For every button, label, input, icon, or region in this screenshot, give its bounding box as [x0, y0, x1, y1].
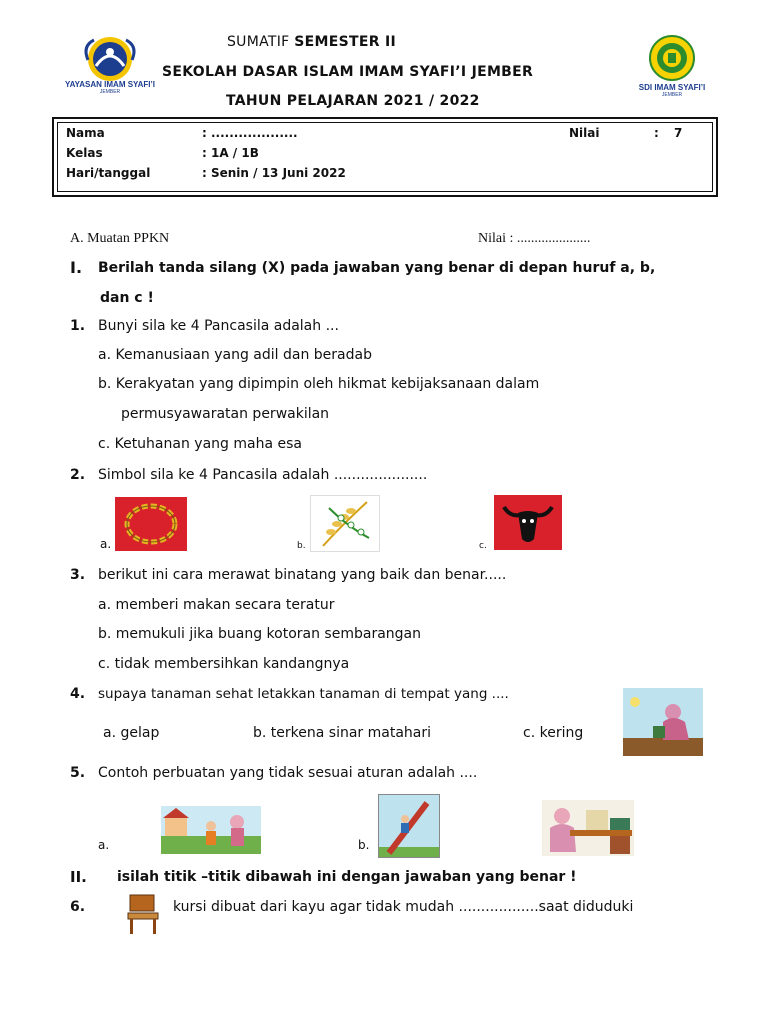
question-1-text: Bunyi sila ke 4 Pancasila adalah ...: [98, 318, 339, 334]
academic-year: TAHUN PELAJARAN 2021 / 2022: [226, 93, 480, 109]
question-3-option-c: c. tidak membersihkan kandangnya: [98, 656, 350, 672]
bull-head-symbol-image: [494, 495, 562, 550]
part-2-number: II.: [70, 868, 87, 886]
question-5-option-a-label: a.: [98, 838, 110, 852]
question-4-text: supaya tanaman sehat letakkan tanaman di tempat yang ....: [98, 686, 509, 702]
school-logo-subtext: JEMBER: [661, 92, 683, 98]
date-value: : Senin / 13 Juni 2022: [202, 166, 346, 180]
woman-plant-illustration: [623, 688, 703, 756]
question-1-option-a: a. Kemanusiaan yang adil dan beradab: [98, 347, 372, 363]
section-a-score: Nilai : .....................: [478, 231, 591, 246]
class-label: Kelas: [66, 146, 103, 160]
question-4-option-c: c. kering: [523, 725, 584, 741]
rice-cotton-symbol-image: [310, 495, 380, 552]
chain-icon: [115, 497, 187, 551]
slide-illustration: [379, 795, 439, 857]
chair-icon: [122, 893, 164, 935]
question-1-option-b-cont: permusyawaratan perwakilan: [121, 406, 330, 422]
yayasan-logo-subtext: JEMBER: [99, 89, 121, 95]
date-label: Hari/tanggal: [66, 166, 151, 180]
question-5-option-b-label: b.: [358, 838, 370, 852]
question-3-option-a: a. memberi makan secara teratur: [98, 597, 335, 613]
student-info-box: [52, 117, 718, 197]
score-label: Nilai: [569, 126, 600, 140]
part-2-instruction: isilah titik –titik dibawah ini dengan jawaban yang benar !: [117, 869, 577, 885]
question-5-text: Contoh perbuatan yang tidak sesuai aturan adalah ....: [98, 765, 478, 781]
school-logo: [632, 34, 712, 96]
class-value: : 1A / 1B: [202, 146, 259, 160]
school-logo-text: SDI IMAM SYAFI’I: [638, 83, 706, 92]
question-3-text: berikut ini cara merawat binatang yang baik dan benar.....: [98, 567, 507, 583]
school-emblem-icon: [632, 34, 712, 84]
child-climbing-slide-image: [378, 794, 440, 858]
exam-title-prefix: SUMATIF: [227, 34, 295, 50]
question-4-option-a: a. gelap: [103, 725, 160, 741]
school-name: SEKOLAH DASAR ISLAM IMAM SYAFI’I JEMBER: [162, 64, 534, 80]
question-2-text: Simbol sila ke 4 Pancasila adalah .....................: [98, 467, 428, 483]
question-6-text: kursi dibuat dari kayu agar tidak mudah ..................saat diduduki: [173, 899, 634, 915]
children-gardening-image: [161, 806, 261, 854]
part-1-number: I.: [70, 258, 83, 277]
question-2-option-a-label: a.: [100, 537, 112, 551]
name-value: : ...................: [202, 126, 298, 140]
question-3-number: 3.: [70, 567, 86, 583]
question-4-number: 4.: [70, 686, 86, 702]
exam-title: [227, 34, 396, 50]
question-1-option-b: b. Kerakyatan yang dipimpin oleh hikmat kebijaksanaan dalam: [98, 376, 540, 392]
section-a-title: A. Muatan PPKN: [70, 231, 170, 246]
part-1-instruction-cont: dan c !: [100, 290, 154, 306]
woman-watering-plant-image: [623, 688, 703, 756]
children-garden-illustration: [161, 806, 261, 854]
question-2-number: 2.: [70, 467, 86, 483]
score-value: 7: [674, 126, 683, 140]
yayasan-emblem-icon: [60, 32, 160, 82]
question-1-number: 1.: [70, 318, 86, 334]
score-colon: :: [654, 126, 659, 140]
student-info-inner: [57, 122, 713, 192]
question-2-option-c-label: c.: [479, 541, 487, 551]
name-label: Nama: [66, 126, 105, 140]
woman-at-desk-image: [542, 800, 634, 856]
question-1-option-c: c. Ketuhanan yang maha esa: [98, 436, 302, 452]
question-3-option-b: b. memukuli jika buang kotoran sembarangan: [98, 626, 421, 642]
yayasan-logo: [60, 32, 160, 94]
woman-desk-illustration: [542, 800, 634, 856]
exam-title-semester: SEMESTER II: [294, 34, 397, 50]
question-5-number: 5.: [70, 765, 86, 781]
rice-cotton-icon: [311, 496, 379, 551]
question-6-number: 6.: [70, 899, 86, 915]
yayasan-logo-text: YAYASAN IMAM SYAFI’I: [65, 80, 155, 89]
chair-image: [122, 893, 164, 935]
bull-head-icon: [494, 495, 562, 550]
part-1-instruction: Berilah tanda silang (X) pada jawaban yang benar di depan huruf a, b,: [98, 260, 656, 276]
question-4-option-b: b. terkena sinar matahari: [253, 725, 431, 741]
chain-symbol-image: [115, 497, 187, 551]
question-2-option-b-label: b.: [297, 541, 306, 551]
